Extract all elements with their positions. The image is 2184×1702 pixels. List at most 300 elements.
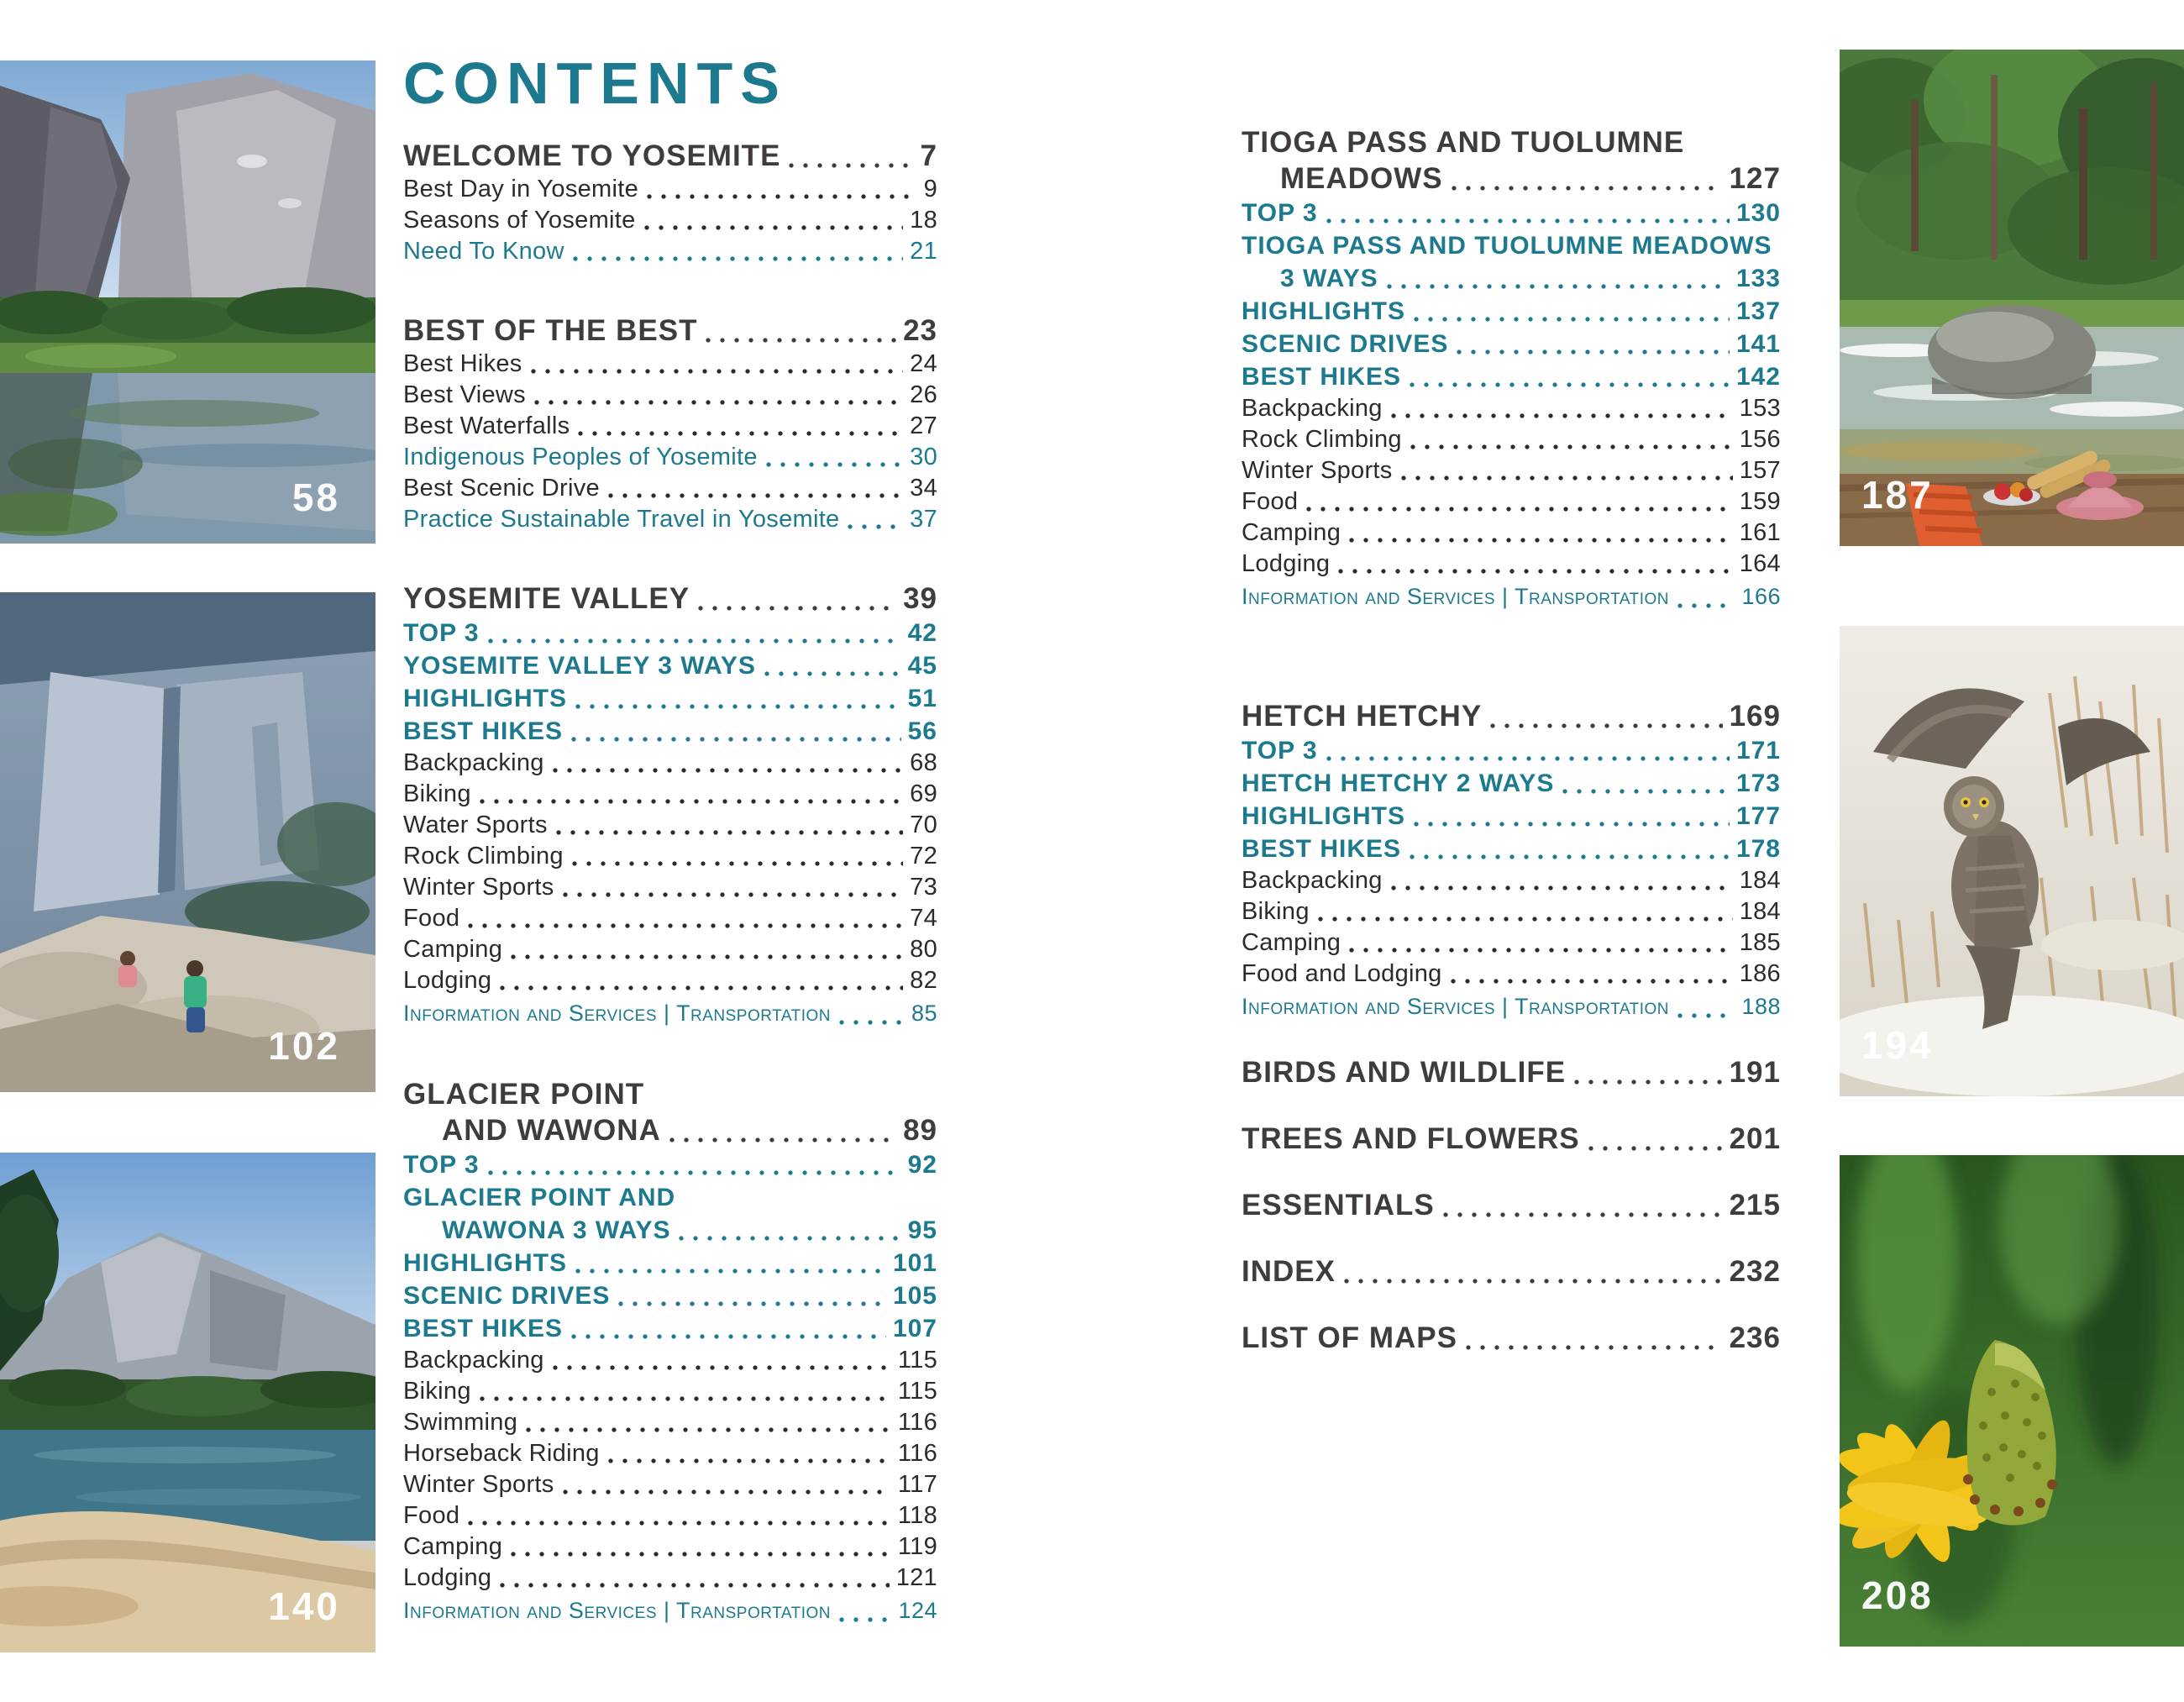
page-number: 119 [897, 1533, 937, 1560]
toc-entry [403, 996, 937, 1031]
toc-section-heading [1242, 1121, 1781, 1157]
toc-entry-label: Best Waterfalls [403, 412, 570, 439]
toc-section-heading [403, 313, 937, 349]
toc-entry-label: 3 WAYS [1280, 265, 1378, 292]
toc-entry [403, 617, 937, 649]
toc-entry [403, 504, 937, 535]
dot-leader [575, 1269, 886, 1274]
toc-entry-label: TOP 3 [403, 619, 480, 647]
page-number: 127 [1729, 162, 1781, 195]
toc-section [403, 580, 937, 1031]
toc-entry [1242, 424, 1781, 455]
page-number: 159 [1739, 488, 1781, 515]
toc-entry [403, 380, 937, 411]
dot-leader [572, 861, 903, 866]
toc-section-heading-label: TREES AND FLOWERS [1242, 1122, 1580, 1155]
dot-leader [531, 369, 904, 374]
dot-leader [848, 524, 903, 529]
toc-entry [403, 841, 937, 872]
toc-section-heading-label: BIRDS AND WILDLIFE [1242, 1056, 1567, 1089]
toc-entry [1242, 959, 1781, 990]
toc-entry [1242, 517, 1781, 549]
toc-entry-label: WAWONA 3 WAYS [442, 1216, 671, 1244]
dot-leader [1401, 475, 1733, 481]
toc-section-heading-label: HETCH HETCHY [1242, 700, 1483, 733]
toc-section [1242, 1121, 1781, 1157]
dot-leader [839, 1617, 891, 1622]
dot-leader [571, 737, 901, 742]
toc-entry-label: Food [403, 1502, 460, 1529]
toc-entry-label: Practice Sustainable Travel in Yosemite [403, 506, 840, 533]
page-number: 7 [920, 139, 937, 172]
toc-section [403, 313, 937, 535]
toc-section [1242, 124, 1781, 614]
page-number: 118 [897, 1502, 937, 1529]
page-number: 85 [911, 1001, 937, 1026]
page-number: 171 [1735, 737, 1781, 764]
toc-entry-label: Backpacking [403, 749, 544, 776]
toc-entry [403, 1563, 937, 1594]
dot-leader [1349, 948, 1733, 953]
mirror-lake-illustration [0, 60, 375, 544]
toc-entry-label: Lodging [403, 967, 492, 994]
page-number: 107 [892, 1315, 937, 1342]
page-number: 73 [910, 874, 937, 901]
toc-entry-label: GLACIER POINT AND [403, 1184, 676, 1211]
toc-section-heading-label: YOSEMITE VALLEY [403, 582, 690, 615]
lakeshore-illustration [0, 1153, 375, 1652]
toc-entry-label: HIGHLIGHTS [403, 1249, 567, 1277]
dot-leader [526, 1427, 891, 1432]
dot-leader [534, 400, 903, 405]
page-number: 30 [910, 444, 937, 470]
toc-section-heading-label: BEST OF THE BEST [403, 314, 698, 347]
toc-entry-label: Winter Sports [403, 1471, 554, 1498]
dot-leader [1452, 186, 1723, 191]
toc-entry [403, 649, 937, 682]
toc-section-heading [1242, 124, 1781, 160]
toc-section-heading [403, 138, 937, 174]
toc-section-heading [403, 1112, 937, 1148]
dot-leader [1410, 444, 1733, 449]
photo-page-number: 187 [1861, 473, 1934, 517]
toc-entry-label: SCENIC DRIVES [403, 1282, 611, 1310]
toc-entry [403, 1345, 937, 1376]
dot-leader [511, 954, 903, 959]
dot-leader [500, 1583, 889, 1588]
dot-leader [1677, 1013, 1735, 1018]
page-number: 153 [1739, 395, 1781, 422]
dot-leader [1466, 1345, 1723, 1350]
toc-entry-label: Food [1242, 488, 1299, 515]
page-number: 82 [910, 967, 937, 994]
toc-entry [403, 1500, 937, 1531]
toc-entry [403, 1214, 937, 1247]
toc-entry-label: Camping [403, 1533, 503, 1560]
toc-section-heading-label: ESSENTIALS [1242, 1189, 1435, 1221]
toc-entry-label: Camping [1242, 519, 1341, 546]
dot-leader [480, 799, 903, 804]
toc-entry-label: Backpacking [1242, 867, 1383, 894]
page-number: 68 [910, 749, 937, 776]
page-number: 26 [910, 381, 937, 408]
toc-entry [403, 965, 937, 996]
toc-entry [403, 1531, 937, 1563]
dot-leader [706, 338, 896, 343]
dot-leader [500, 985, 903, 990]
valley-overlook-illustration [0, 592, 375, 1092]
toc-entry [1242, 197, 1781, 229]
dot-leader [1562, 789, 1730, 794]
toc-entry-label: Rock Climbing [1242, 426, 1402, 453]
toc-entry [403, 1181, 937, 1214]
page-number: 56 [907, 717, 937, 745]
page-number: 80 [910, 936, 937, 963]
toc-section-heading [403, 580, 937, 617]
toc-entry [403, 1247, 937, 1279]
toc-entry-label: Information and Services | Transportation [1242, 584, 1669, 609]
toc-entry-label: TOP 3 [403, 1151, 480, 1179]
toc-entry [1242, 486, 1781, 517]
toc-entry [1242, 295, 1781, 328]
toc-entry-label: Horseback Riding [403, 1440, 600, 1467]
toc-entry-label: HETCH HETCHY 2 WAYS [1242, 770, 1555, 797]
page-number: 137 [1735, 297, 1781, 325]
page-number: 116 [897, 1440, 937, 1467]
toc-entry-label: Water Sports [403, 812, 548, 838]
toc-entry [1242, 455, 1781, 486]
toc-entry-label: Rock Climbing [403, 843, 564, 869]
toc-entry-label: Need To Know [403, 238, 564, 265]
dot-leader [573, 256, 903, 261]
dot-leader [1490, 723, 1722, 728]
toc-entry-label: BEST HIKES [403, 1315, 564, 1342]
photo-owl-in-flight [1840, 626, 2184, 1096]
page-number: 21 [910, 238, 937, 265]
page-number: 161 [1739, 519, 1781, 546]
dot-leader [1326, 218, 1730, 223]
toc-section-heading [1242, 1054, 1781, 1090]
toc-section [1242, 1253, 1781, 1290]
page-number: 101 [892, 1249, 937, 1277]
page-number: 117 [897, 1471, 937, 1498]
page-number: 232 [1729, 1255, 1781, 1288]
page-number: 27 [910, 412, 937, 439]
toc-entry-label: Biking [403, 780, 471, 807]
page-number: 166 [1741, 584, 1781, 609]
dot-leader [578, 431, 903, 436]
dot-leader [1391, 885, 1733, 890]
toc-entry [1242, 865, 1781, 896]
toc-entry [403, 411, 937, 442]
page-number: 74 [910, 905, 937, 932]
page-number: 116 [897, 1409, 937, 1436]
dot-leader [556, 830, 903, 835]
toc-entry [403, 715, 937, 748]
page-number: 133 [1735, 265, 1781, 292]
dot-leader [1414, 317, 1730, 322]
toc-section [1242, 1320, 1781, 1356]
toc-section-heading-label: WELCOME TO YOSEMITE [403, 139, 781, 172]
dot-leader [1451, 979, 1733, 984]
dot-leader [1387, 284, 1730, 289]
dot-leader [488, 1170, 901, 1175]
dot-leader [608, 493, 903, 498]
toc-entry [403, 682, 937, 715]
toc-entry [403, 473, 937, 504]
toc-entry [1242, 229, 1781, 262]
dot-leader [679, 1236, 900, 1241]
photo-mirror-lake [0, 60, 375, 544]
toc-entry-label: TOP 3 [1242, 199, 1318, 227]
toc-entry-label: Information and Services | Transportation [403, 1001, 831, 1026]
toc-section [403, 138, 937, 267]
dot-leader [669, 1137, 896, 1143]
toc-entry [403, 1594, 937, 1628]
page-number: 178 [1735, 835, 1781, 863]
dot-leader [1677, 603, 1735, 608]
dot-leader [563, 892, 904, 897]
toc-entry [1242, 990, 1781, 1024]
page-number: 236 [1729, 1321, 1781, 1354]
toc-entry [1242, 549, 1781, 580]
page-number: 69 [910, 780, 937, 807]
toc-entry-label: Swimming [403, 1409, 518, 1436]
toc-section-heading [1242, 160, 1781, 197]
toc-entry-label: Backpacking [1242, 395, 1383, 422]
toc-section-heading [1242, 1187, 1781, 1223]
page-number: 121 [895, 1564, 937, 1591]
photo-yellow-coneflower [1840, 1155, 2184, 1647]
page-number: 130 [1735, 199, 1781, 227]
toc-entry [403, 1438, 937, 1469]
toc-entry-label: Seasons of Yosemite [403, 207, 636, 234]
page-number: 24 [910, 350, 937, 377]
page-number: 37 [910, 506, 937, 533]
page-number: 23 [903, 314, 937, 347]
page-number: 177 [1735, 802, 1781, 830]
dot-leader [608, 1458, 891, 1463]
toc-entry [403, 442, 937, 473]
page-number: 169 [1729, 700, 1781, 733]
toc-entry [1242, 927, 1781, 959]
photo-page-number: 58 [291, 475, 340, 519]
toc-entry-label: Information and Services | Transportation [403, 1598, 831, 1623]
dot-leader [571, 1334, 886, 1339]
photo-page-number: 194 [1861, 1023, 1934, 1067]
page-title: CONTENTS [403, 50, 787, 116]
dot-leader [644, 225, 904, 230]
toc-entry [1242, 393, 1781, 424]
toc-entry [403, 1407, 937, 1438]
dot-leader [698, 606, 896, 611]
page-number: 201 [1729, 1122, 1781, 1155]
toc-entry-label: Best Day in Yosemite [403, 176, 639, 202]
toc-section [1242, 698, 1781, 1024]
page-number: 141 [1735, 330, 1781, 358]
toc-entry [1242, 896, 1781, 927]
dot-leader [468, 923, 903, 928]
toc-entry-label: HIGHLIGHTS [1242, 297, 1405, 325]
toc-entry [1242, 328, 1781, 360]
dot-leader [1414, 822, 1730, 827]
toc-entry-label: Lodging [403, 1564, 492, 1591]
dot-leader [1391, 413, 1733, 418]
dot-leader [553, 1365, 891, 1370]
photo-valley-overlook [0, 592, 375, 1092]
toc-entry-label: BEST HIKES [1242, 835, 1402, 863]
toc-sections-left [403, 138, 937, 1628]
toc-entry-label: BEST HIKES [1242, 363, 1402, 391]
page-number: 142 [1735, 363, 1781, 391]
page-number: 105 [892, 1282, 937, 1310]
dot-leader [1410, 854, 1730, 859]
page-number: 89 [903, 1114, 937, 1147]
toc-section-heading [1242, 1320, 1781, 1356]
toc-section [1242, 1054, 1781, 1090]
photo-lakeshore-beach [0, 1153, 375, 1652]
toc-entry-label: Biking [403, 1378, 471, 1405]
toc-section-heading-label: AND WAWONA [442, 1114, 661, 1147]
page-number: 184 [1739, 867, 1781, 894]
page-number: 95 [907, 1216, 937, 1244]
photo-page-number: 208 [1861, 1573, 1934, 1617]
toc-entry [403, 1312, 937, 1345]
dot-leader [1344, 1279, 1723, 1284]
toc-section-heading-label: TIOGA PASS AND TUOLUMNE [1242, 126, 1685, 159]
toc-entry [403, 748, 937, 779]
toc-section [1242, 1187, 1781, 1223]
toc-section-heading-label: LIST OF MAPS [1242, 1321, 1457, 1354]
dot-leader [1410, 382, 1730, 387]
toc-entry [1242, 360, 1781, 393]
toc-section-heading-label: INDEX [1242, 1255, 1336, 1288]
page-number: 72 [910, 843, 937, 869]
page-number: 188 [1741, 994, 1781, 1019]
toc-entry-label: HIGHLIGHTS [1242, 802, 1405, 830]
dot-leader [1349, 538, 1733, 543]
dot-leader [1338, 569, 1732, 574]
page-number: 92 [907, 1151, 937, 1179]
page-number: 156 [1739, 426, 1781, 453]
dot-leader [1318, 917, 1733, 922]
page-number: 173 [1735, 770, 1781, 797]
toc-entry [403, 1279, 937, 1312]
toc-entry-label: Camping [1242, 929, 1341, 956]
toc-entry-label: TOP 3 [1242, 737, 1318, 764]
dot-leader [1443, 1212, 1723, 1217]
page-number: 18 [910, 207, 937, 234]
toc-entry [403, 934, 937, 965]
toc-entry [1242, 800, 1781, 833]
dot-leader [766, 462, 903, 467]
dot-leader [764, 671, 901, 676]
photo-creek-picnic [1840, 50, 2184, 546]
toc-entry-label: YOSEMITE VALLEY 3 WAYS [403, 652, 756, 680]
toc-entry [403, 1376, 937, 1407]
toc-entry-label: Food [403, 905, 460, 932]
toc-entry-label: SCENIC DRIVES [1242, 330, 1449, 358]
dot-leader [553, 768, 903, 773]
toc-entry-label: Winter Sports [1242, 457, 1393, 484]
page-number: 157 [1739, 457, 1781, 484]
page-number: 115 [897, 1378, 937, 1405]
page-number: 45 [907, 652, 937, 680]
page-number: 184 [1739, 898, 1781, 925]
dot-leader [1326, 756, 1730, 761]
toc-entry [403, 903, 937, 934]
toc-entry-label: TIOGA PASS AND TUOLUMNE MEADOWS [1242, 232, 1772, 260]
toc-entry-label: Indigenous Peoples of Yosemite [403, 444, 758, 470]
dot-leader [468, 1521, 891, 1526]
toc-entry-label: Lodging [1242, 550, 1331, 577]
toc-entry [403, 1469, 937, 1500]
toc-entry [403, 349, 937, 380]
toc-entry-label: HIGHLIGHTS [403, 685, 567, 712]
toc-entry [403, 174, 937, 205]
dot-leader [618, 1301, 886, 1306]
toc-entry-label: BEST HIKES [403, 717, 564, 745]
toc-section-heading [403, 1076, 937, 1112]
toc-entry-label: Backpacking [403, 1347, 544, 1374]
dot-leader [1457, 349, 1730, 355]
toc-entry [403, 1148, 937, 1181]
toc-column-left [403, 50, 937, 1628]
toc-section-heading [1242, 698, 1781, 734]
toc-entry [403, 236, 937, 267]
dot-leader [1588, 1146, 1723, 1151]
toc-entry [403, 872, 937, 903]
page-number: 191 [1729, 1056, 1781, 1089]
page-number: 39 [903, 582, 937, 615]
dot-leader [488, 638, 901, 644]
toc-entry [403, 205, 937, 236]
toc-column-right [1242, 124, 1781, 1356]
toc-entry-label: Biking [1242, 898, 1310, 925]
toc-entry-label: Food and Lodging [1242, 960, 1442, 987]
page-number: 9 [923, 176, 937, 202]
toc-entry-label: Best Views [403, 381, 526, 408]
toc-section [403, 1076, 937, 1628]
page-number: 51 [907, 685, 937, 712]
dot-leader [480, 1396, 891, 1401]
toc-entry [403, 779, 937, 810]
toc-entry [1242, 262, 1781, 295]
toc-entry-label: Camping [403, 936, 503, 963]
photo-page-number: 140 [268, 1584, 340, 1628]
page-number: 185 [1739, 929, 1781, 956]
page-number: 164 [1739, 550, 1781, 577]
dot-leader [1306, 507, 1732, 512]
page-number: 115 [897, 1347, 937, 1374]
page-number: 215 [1729, 1189, 1781, 1221]
dot-leader [647, 194, 917, 199]
toc-entry-label: Best Hikes [403, 350, 522, 377]
toc-entry [1242, 734, 1781, 767]
page-number: 42 [907, 619, 937, 647]
dot-leader [511, 1552, 891, 1557]
toc-entry [403, 810, 937, 841]
page-number: 124 [898, 1598, 937, 1623]
toc-section-heading-label: MEADOWS [1280, 162, 1443, 195]
toc-entry [1242, 767, 1781, 800]
page-number: 186 [1739, 960, 1781, 987]
dot-leader [1574, 1080, 1722, 1085]
toc-entry-label: Information and Services | Transportation [1242, 994, 1669, 1019]
toc-entry-label: Winter Sports [403, 874, 554, 901]
toc-entry [1242, 580, 1781, 614]
dot-leader [575, 704, 901, 709]
